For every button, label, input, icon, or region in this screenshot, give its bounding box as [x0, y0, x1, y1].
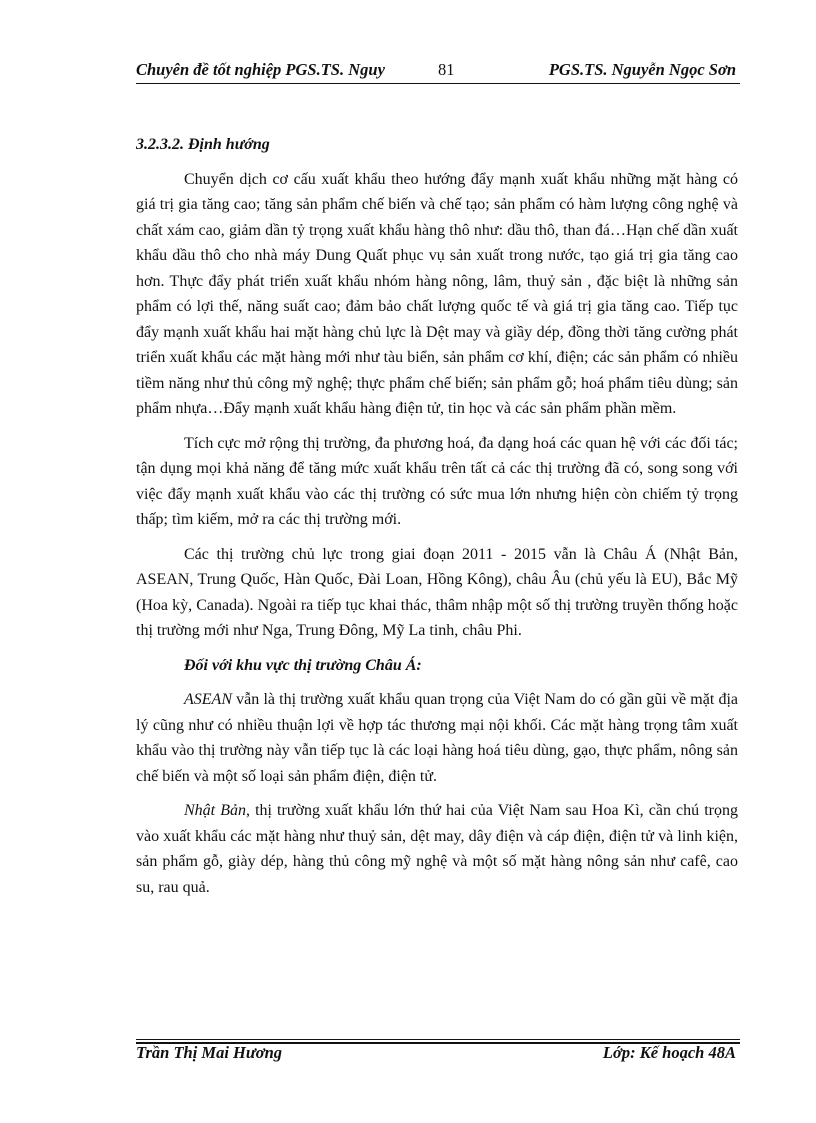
header-rule — [136, 83, 740, 84]
japan-term: Nhật Bản — [184, 802, 246, 819]
paragraph-export-structure: Chuyển dịch cơ cấu xuất khẩu theo hướng đẩy mạnh xuất khẩu những mặt hàng có giá trị gia tăng cao; tăng sản phẩm chế biến và chế tạo; sản phẩm có hàm lượng công nghệ và chất xám cao, giảm dần tỷ trọng xuất khẩu hàng thô như: dầu thô, than đá…Hạn chế dần xuất khẩu dầu thô cho nhà máy Dung Quất phục vụ sản xuất trong nước, tạo giá trị gia tăng cao hơn. Thực đẩy phát triển xuất khẩu nhóm hàng nông, lâm, thuỷ sản , đặc biệt là những sản phẩm có lợi thế, năng suất cao; đảm bảo chất lượng quốc tế và giá trị gia tăng cao. Tiếp tục đẩy mạnh xuất khẩu hai mặt hàng chủ lực là Dệt may và giầy dép, đồng thời tăng cường phát triển xuất khẩu các mặt hàng mới như tàu biển, sản phẩm cơ khí, điện; các sản phẩm có nhiều tiềm năng như thủ công mỹ nghệ; thực phẩm chế biến; sản phẩm gỗ; hoá phẩm tiêu dùng; sản phẩm nhựa…Đẩy mạnh xuất khẩu hàng điện tử, tin học và các sản phẩm phần mềm. — [136, 170, 738, 417]
paragraph-key-markets: Các thị trường chủ lực trong giai đoạn 2011 - 2015 vẫn là Châu Á (Nhật Bản, ASEAN, Trung Quốc, Hàn Quốc, Đài Loan, Hồng Kông), châu Âu (chủ yếu là EU), Bắc Mỹ (Hoa kỳ, Canada). Ngoài ra tiếp tục khai thác, thâm nhập một số thị trường truyền thống hoặc thị trường mới như Nga, Trung Đông, Mỹ La tinh, châu Phi. — [136, 545, 738, 639]
asean-text: vẫn là thị trường xuất khẩu quan trọng của Việt Nam do có gần gũi về mặt địa lý cũng như có nhiều thuận lợi về hợp tác thương mại nội khối. Các mặt hàng trọng tâm xuất khẩu vào thị trường này vẫn tiếp tục là các loại hàng hoá tiêu dùng, gạo, thực phẩm, nông sản chế biến và một số loại sản phẩm điện, điện tử. — [136, 691, 738, 785]
footer-rule-thin — [136, 1039, 740, 1040]
header-supervisor: PGS.TS. Nguyễn Ngọc Sơn — [548, 60, 736, 79]
asia-subheading: Đối với khu vực thị trường Châu Á: — [184, 656, 422, 674]
asean-term: ASEAN — [184, 691, 232, 708]
japan-text: , thị trường xuất khẩu lớn thứ hai của Việt Nam sau Hoa Kì, cần chú trọng vào xuất khẩu các mặt hàng như thuỷ sản, dệt may, dây điện và cáp điện, điện tử và linh kiện, sản phẩm gỗ, giày dép, hàng thủ công mỹ nghệ và một số mặt hàng nông sản như cafê, cao su, rau quả. — [136, 802, 739, 896]
footer-author: Trần Thị Mai Hương — [136, 1043, 283, 1062]
page-body — [136, 132, 738, 909]
paragraph-asean — [136, 687, 738, 789]
footer-class: Lớp: Kế hoạch 48A — [602, 1043, 736, 1062]
paragraph-market-expansion: Tích cực mở rộng thị trường, đa phương hoá, đa dạng hoá các quan hệ với các đối tác; tận dụng mọi khả năng để tăng mức xuất khẩu trên tất cả các thị trường đã có, song song với việc đẩy mạnh xuất khẩu vào các thị trường có sức mua lớn nhưng hiện còn chiếm tỷ trọng thấp; tìm kiếm, mở ra các thị trường mới. — [136, 434, 738, 528]
page-footer — [136, 1043, 740, 1067]
header-doc-title: Chuyên đề tốt nghiệp PGS.TS. Nguy — [136, 60, 385, 79]
paragraph-japan — [136, 798, 738, 900]
page-number: 81 — [438, 60, 455, 79]
section-heading: 3.2.3.2. Định hướng — [136, 136, 270, 153]
page-header — [136, 58, 740, 84]
